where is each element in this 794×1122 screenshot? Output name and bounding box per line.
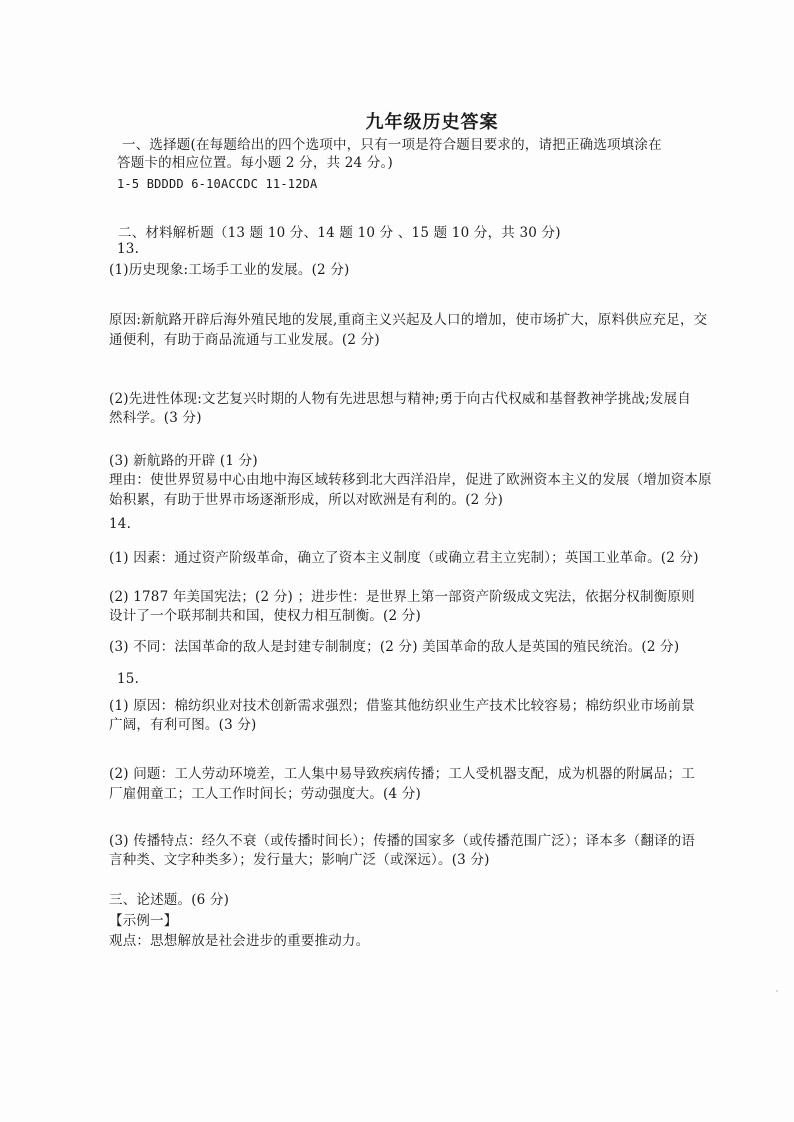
section1-answers: 1-5 BDDDD 6-10ACCDC 11-12DA: [117, 177, 318, 191]
scan-speck: [776, 990, 778, 992]
q14-part1: (1) 因素：通过资产阶级革命，确立了资本主义制度（或确立君主立宪制）；英国工业革命。(2 分): [109, 550, 699, 566]
q15-part1-line2: 广阔，有利可图。(3 分): [109, 717, 257, 733]
q14-part2-line2: 设计了一个联邦制共和国，使权力相互制衡。(2 分): [109, 608, 421, 624]
q14-part2-line1: (2) 1787 年美国宪法；(2 分) ；进步性：是世界上第一部资产阶级成文宪法，依据分权制衡原则: [109, 589, 695, 605]
q15-part3-line1: (3) 传播特点：经久不衰（或传播时间长）；传播的国家多（或传播范围广泛）；译本多（翻译的语: [109, 833, 696, 849]
section1-heading-line2: 答题卡的相应位置。每小题 2 分，共 24 分。): [117, 155, 393, 171]
section3-heading: 三、论述题。(6 分): [109, 892, 230, 908]
q15-part1-line1: (1) 原因：棉纺织业对技术创新需求强烈；借鉴其他纺织业生产技术比较容易；棉纺织业市场前景: [109, 698, 695, 714]
q13-part3: (3) 新航路的开辟 (1 分): [109, 453, 258, 469]
q13-number: 13.: [117, 241, 140, 257]
q13-part2-line1: (2)先进性体现:文艺复兴时期的人物有先进思想与精神;勇于向古代权威和基督教神学挑战;发展自: [109, 391, 691, 407]
section3-example-label: 【示例一】: [109, 913, 178, 929]
document-title: 九年级历史答案: [365, 112, 499, 133]
section2-heading: 二、材料解析题（13 题 10 分、14 题 10 分 、15 题 10 分，共 30 分): [118, 225, 561, 241]
q13-part1: (1)历史现象:工场手工业的发展。(2 分): [109, 262, 350, 278]
q14-number: 14.: [109, 516, 132, 532]
q15-part3-line2: 言种类、文字种类多）；发行量大；影响广泛（或深远）。(3 分): [109, 852, 490, 868]
q15-part2-line2: 厂雇佣童工；工人工作时间长；劳动强度大。(4 分): [109, 786, 421, 802]
q13-why-line2: 始积累，有助于世界市场逐渐形成，所以对欧洲是有利的。(2 分): [109, 492, 504, 508]
q13-reason-line1: 原因:新航路开辟后海外殖民地的发展,重商主义兴起及人口的增加，使市场扩大，原料供应充足，交: [109, 312, 708, 328]
q15-number: 15.: [117, 671, 140, 687]
q13-reason-line2: 通便利，有助于商品流通与工业发展。(2 分): [109, 332, 380, 348]
section3-viewpoint: 观点：思想解放是社会进步的重要推动力。: [109, 933, 370, 949]
q13-part2-line2: 然科学。(3 分): [109, 410, 202, 426]
section1-heading-line1: 一、选择题(在每题给出的四个选项中，只有一项是符合题目要求的，请把正确选项填涂在: [122, 137, 662, 153]
q14-part3: (3) 不同：法国革命的敌人是封建专制制度；(2 分) 美国革命的敌人是英国的殖民统治。(2 分): [109, 639, 680, 655]
q13-why-line1: 理由：使世界贸易中心由地中海区域转移到北大西洋沿岸，促进了欧洲资本主义的发展（增加资本原: [109, 472, 712, 488]
q15-part2-line1: (2) 问题：工人劳动环境差，工人集中易导致疾病传播；工人受机器支配，成为机器的附属品；工: [109, 766, 695, 782]
